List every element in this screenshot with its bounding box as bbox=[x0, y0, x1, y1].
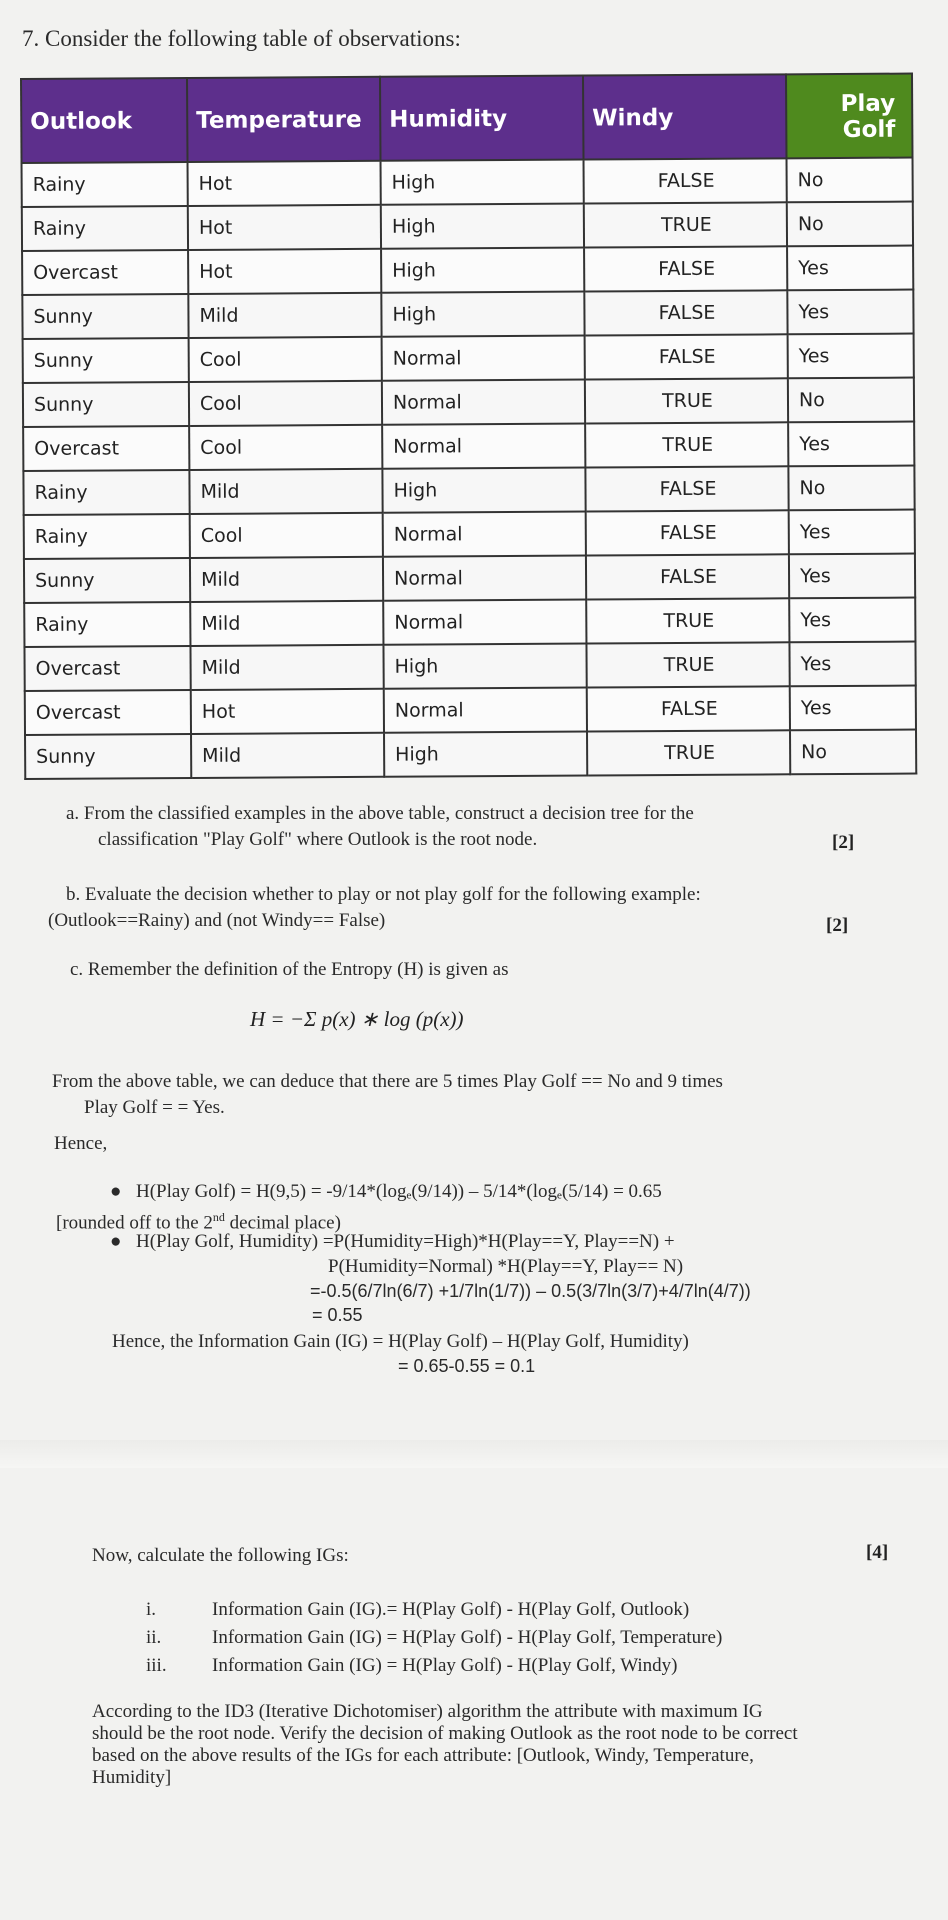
table-cell-temperature: Cool bbox=[189, 381, 382, 426]
table-row bbox=[25, 730, 916, 779]
table-row bbox=[22, 246, 913, 295]
table-cell-play: Yes bbox=[789, 642, 915, 687]
table-cell-temperature: Hot bbox=[188, 161, 381, 206]
table-header-row bbox=[21, 74, 912, 163]
table-cell-windy: FALSE bbox=[584, 290, 787, 335]
ig-line2: = 0.65-0.55 = 0.1 bbox=[398, 1356, 536, 1376]
table-cell-temperature: Mild bbox=[191, 733, 384, 778]
table-cell-play: Yes bbox=[789, 510, 915, 555]
ig-item-text: Information Gain (IG) = H(Play Golf) - H(Play Golf, Windy) bbox=[212, 1655, 678, 1676]
table-cell-temperature: Cool bbox=[189, 425, 382, 470]
table-cell-humidity: Normal bbox=[383, 556, 586, 601]
table-cell-temperature: Mild bbox=[189, 469, 382, 514]
part-a-line1: a. From the classified examples in the above table, construct a decision tree for the bbox=[66, 803, 694, 824]
table-cell-temperature: Mild bbox=[190, 645, 383, 690]
part-b-line2: (Outlook==Rainy) and (not Windy== False) bbox=[48, 910, 386, 931]
table-row bbox=[23, 422, 914, 471]
bullet1-line1: H(Play Golf) = H(9,5) = -9/14*(logₑ(9/14)) – 5/14*(logₑ(5/14) = 0.65 bbox=[136, 1181, 662, 1202]
table-cell-windy: FALSE bbox=[584, 158, 787, 203]
bullet2-line3: =-0.5(6/7ln(6/7) +1/7ln(1/7)) – 0.5(3/7ln(3/7)+4/7ln(4/7)) bbox=[310, 1281, 751, 1301]
table-cell-windy: FALSE bbox=[585, 466, 788, 511]
table-row bbox=[25, 686, 916, 735]
table-cell-windy: FALSE bbox=[585, 334, 788, 379]
table-cell-outlook: Rainy bbox=[22, 162, 188, 207]
table-cell-temperature: Cool bbox=[189, 337, 382, 382]
ig-item-number: iii. bbox=[146, 1655, 167, 1676]
entropy-formula: H = −Σ p(x) ∗ log (p(x)) bbox=[250, 1007, 464, 1031]
header-play-golf: Play Golf bbox=[786, 74, 913, 159]
table-cell-windy: TRUE bbox=[586, 598, 789, 643]
bullet-1 bbox=[110, 1180, 662, 1204]
table-cell-humidity: High bbox=[381, 292, 584, 337]
table-cell-outlook: Sunny bbox=[23, 382, 189, 427]
bullet-dot-icon: ● bbox=[110, 1181, 122, 1202]
table-cell-humidity: High bbox=[384, 732, 587, 777]
table-cell-temperature: Mild bbox=[188, 293, 381, 338]
table-cell-outlook: Rainy bbox=[22, 206, 188, 251]
table-cell-windy: TRUE bbox=[587, 730, 790, 775]
table-cell-windy: FALSE bbox=[587, 686, 790, 731]
table-cell-temperature: Mild bbox=[190, 601, 383, 646]
deduce-line1: From the above table, we can deduce that there are 5 times Play Golf == No and 9 times bbox=[52, 1071, 723, 1092]
table-cell-temperature: Hot bbox=[188, 205, 381, 250]
table-cell-play: No bbox=[787, 202, 913, 247]
table-cell-outlook: Overcast bbox=[23, 426, 189, 471]
table-cell-play: Yes bbox=[788, 422, 914, 467]
table-cell-temperature: Hot bbox=[188, 249, 381, 294]
ig-item-number: i. bbox=[146, 1599, 157, 1620]
calc-intro: Now, calculate the following IGs: bbox=[92, 1545, 349, 1566]
table-cell-humidity: Normal bbox=[383, 512, 586, 557]
page-divider bbox=[0, 1440, 948, 1468]
calc-marks: [4] bbox=[866, 1542, 889, 1563]
table-cell-play: No bbox=[788, 466, 914, 511]
table-cell-outlook: Sunny bbox=[23, 338, 189, 383]
table-row bbox=[24, 510, 915, 559]
conclusion-line1: According to the ID3 (Iterative Dichotomiser) algorithm the attribute with maximum IG bbox=[92, 1701, 763, 1722]
bullet2-line1: H(Play Golf, Humidity) =P(Humidity=High)*H(Play==Y, Play==N) + bbox=[136, 1231, 675, 1252]
table-cell-humidity: Normal bbox=[382, 336, 585, 381]
bullet-2 bbox=[110, 1230, 675, 1254]
table-row bbox=[24, 642, 915, 691]
header-outlook: Outlook bbox=[21, 78, 188, 163]
table-cell-outlook: Rainy bbox=[24, 602, 190, 647]
conclusion-line2: should be the root node. Verify the decision of making Outlook as the root node to be correct bbox=[92, 1723, 798, 1744]
table-row bbox=[23, 378, 914, 427]
table-cell-outlook: Overcast bbox=[22, 250, 188, 295]
table-cell-humidity: Normal bbox=[382, 380, 585, 425]
table-cell-windy: FALSE bbox=[586, 554, 789, 599]
table-cell-windy: TRUE bbox=[584, 202, 787, 247]
table-row bbox=[22, 202, 913, 251]
ig-item-number: ii. bbox=[146, 1627, 162, 1648]
table-cell-humidity: High bbox=[383, 644, 586, 689]
table-cell-outlook: Overcast bbox=[25, 690, 191, 735]
table-cell-humidity: Normal bbox=[384, 688, 587, 733]
table-cell-windy: FALSE bbox=[584, 246, 787, 291]
table-row bbox=[22, 290, 913, 339]
bullet2-line4: = 0.55 bbox=[312, 1305, 363, 1325]
table-cell-outlook: Overcast bbox=[24, 646, 190, 691]
table-cell-humidity: High bbox=[381, 248, 584, 293]
part-b-line1: b. Evaluate the decision whether to play or not play golf for the following example: bbox=[66, 884, 701, 905]
table-cell-windy: TRUE bbox=[585, 422, 788, 467]
header-temperature: Temperature bbox=[187, 77, 381, 162]
table-row bbox=[23, 466, 914, 515]
question-title: 7. Consider the following table of observations: bbox=[22, 26, 461, 51]
table-cell-temperature: Cool bbox=[190, 513, 383, 558]
header-humidity: Humidity bbox=[380, 76, 584, 161]
table-cell-play: Yes bbox=[788, 334, 914, 379]
ig-line1: Hence, the Information Gain (IG) = H(Play Golf) – H(Play Golf, Humidity) bbox=[112, 1331, 689, 1352]
table-cell-humidity: High bbox=[381, 204, 584, 249]
observations-table bbox=[20, 73, 917, 780]
part-a-marks: [2] bbox=[832, 832, 855, 853]
table-cell-play: Yes bbox=[790, 686, 916, 731]
table-cell-play: No bbox=[790, 730, 916, 775]
table-cell-windy: TRUE bbox=[586, 642, 789, 687]
part-c-line1: c. Remember the definition of the Entropy (H) is given as bbox=[70, 959, 509, 980]
table-cell-outlook: Rainy bbox=[23, 470, 189, 515]
table-cell-play: No bbox=[787, 158, 913, 203]
table-cell-humidity: Normal bbox=[383, 600, 586, 645]
bullet1-line2: [rounded off to the 2nd decimal place) bbox=[56, 1210, 341, 1234]
bullet-dot-icon: ● bbox=[110, 1231, 122, 1252]
table-cell-windy: TRUE bbox=[585, 378, 788, 423]
conclusion-line3: based on the above results of the IGs for each attribute: [Outlook, Windy, Temperature, bbox=[92, 1745, 754, 1766]
ig-item-text: Information Gain (IG).= H(Play Golf) - H(Play Golf, Outlook) bbox=[212, 1599, 690, 1620]
table-cell-humidity: High bbox=[381, 160, 584, 205]
hence-label: Hence, bbox=[54, 1133, 108, 1154]
table-row bbox=[24, 598, 915, 647]
table-cell-temperature: Mild bbox=[190, 557, 383, 602]
bullet2-line2: P(Humidity=Normal) *H(Play==Y, Play== N) bbox=[328, 1256, 684, 1277]
table-cell-outlook: Sunny bbox=[22, 294, 188, 339]
table-cell-outlook: Rainy bbox=[24, 514, 190, 559]
table-cell-outlook: Sunny bbox=[24, 558, 190, 603]
table-cell-outlook: Sunny bbox=[25, 734, 191, 779]
table-cell-humidity: Normal bbox=[382, 424, 585, 469]
table-cell-play: Yes bbox=[789, 554, 915, 599]
table-row bbox=[23, 334, 914, 383]
table-cell-windy: FALSE bbox=[586, 510, 789, 555]
header-windy: Windy bbox=[583, 74, 787, 159]
conclusion-line4: Humidity] bbox=[92, 1767, 172, 1788]
table-cell-play: Yes bbox=[789, 598, 915, 643]
part-b-marks: [2] bbox=[826, 915, 849, 936]
table-cell-temperature: Hot bbox=[191, 689, 384, 734]
deduce-line2: Play Golf = = Yes. bbox=[84, 1097, 225, 1118]
table-cell-play: Yes bbox=[787, 290, 913, 335]
table-cell-play: Yes bbox=[787, 246, 913, 291]
part-a-line2: classification "Play Golf" where Outlook is the root node. bbox=[98, 829, 538, 850]
ig-item-text: Information Gain (IG) = H(Play Golf) - H(Play Golf, Temperature) bbox=[212, 1627, 723, 1648]
table-cell-humidity: High bbox=[382, 468, 585, 513]
table-row bbox=[22, 158, 913, 207]
table-row bbox=[24, 554, 915, 603]
table-cell-play: No bbox=[788, 378, 914, 423]
